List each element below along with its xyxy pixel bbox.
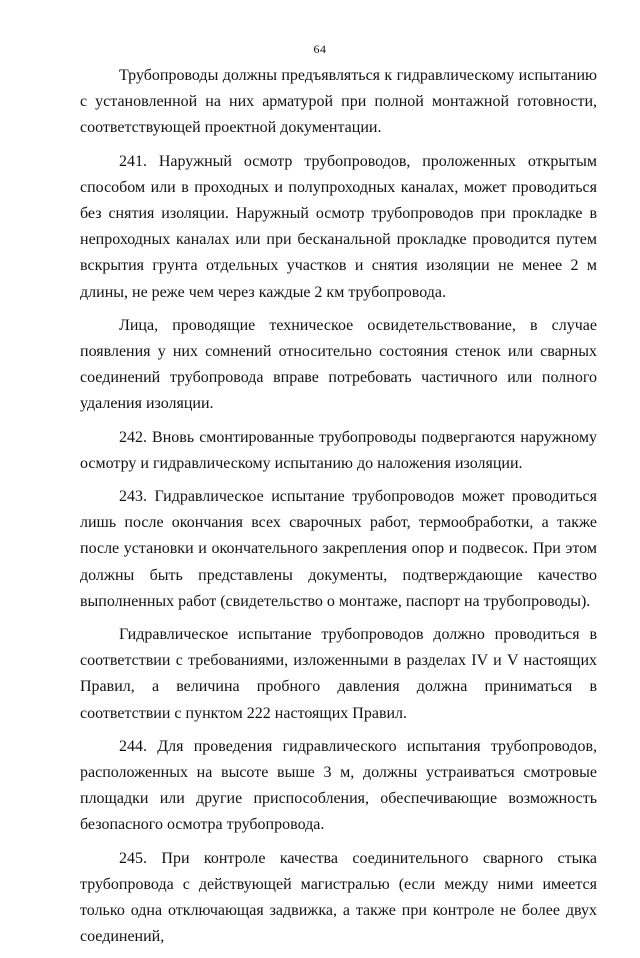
paragraph-241-inspectors: Лица, проводящие техническое освидетельствование, в случае появления у них сомнений относительно состояния стенок или сварных соединений трубопровода вправе потребовать частичного или полного удаления изоляции. — [80, 316, 597, 413]
paragraph-pipeline-testing-readiness: Трубопроводы должны предъявляться к гидравлическому испытанию с установленной на них арматурой при полной монтажной готовности, соответствующей проектной документации. — [80, 67, 597, 137]
paragraph-242: 242. Вновь смонтированные трубопроводы подвергаются наружному осмотру и гидравлическому испытанию до наложения изоляции. — [80, 428, 597, 472]
paragraph-243: 243. Гидравлическое испытание трубопроводов может проводиться лишь после окончания всех сварочных работ, термообработки, а также после установки и окончательного закрепления опор и подвесок. При этом должны быть представлены документы, подтверждающие качество выполненных работ (свидетельство о монтаже, паспорт на трубопроводы). — [80, 488, 597, 610]
page-number: 64 — [313, 42, 327, 56]
paragraph-243-pressure: Гидравлическое испытание трубопроводов должно проводиться в соответствии с требованиями, изложенными в разделах IV и V настоящих Правил, а величина пробного давления должна приниматься в соответствии с пунктом 222 настоящих Правил. — [80, 626, 597, 722]
paragraph-244: 244. Для проведения гидравлического испытания трубопроводов, расположенных на высоте выше 3 м, должны устраиваться смотровые площадки или другие приспособления, обеспечивающие возможность безопасного осмотра трубопровода. — [80, 737, 597, 834]
paragraph-241: 241. Наружный осмотр трубопроводов, проложенных открытым способом или в проходных и полупроходных каналах, может проводиться без снятия изоляции. Наружный осмотр трубопроводов при прокладке в непроходных каналах или при бесканальной прокладке проводится путем вскрытия грунта отдельных участков и снятия изоляции не менее 2 м длины, не реже чем через каждые 2 км трубопровода. — [80, 152, 597, 301]
paragraph-245: 245. При контроле качества соединительного сварного стыка трубопровода с действующей магистралью (если между ними имеется только одна отключающая задвижка, а также при контроле не более двух соединений, — [80, 849, 597, 946]
body-text — [80, 63, 597, 958]
